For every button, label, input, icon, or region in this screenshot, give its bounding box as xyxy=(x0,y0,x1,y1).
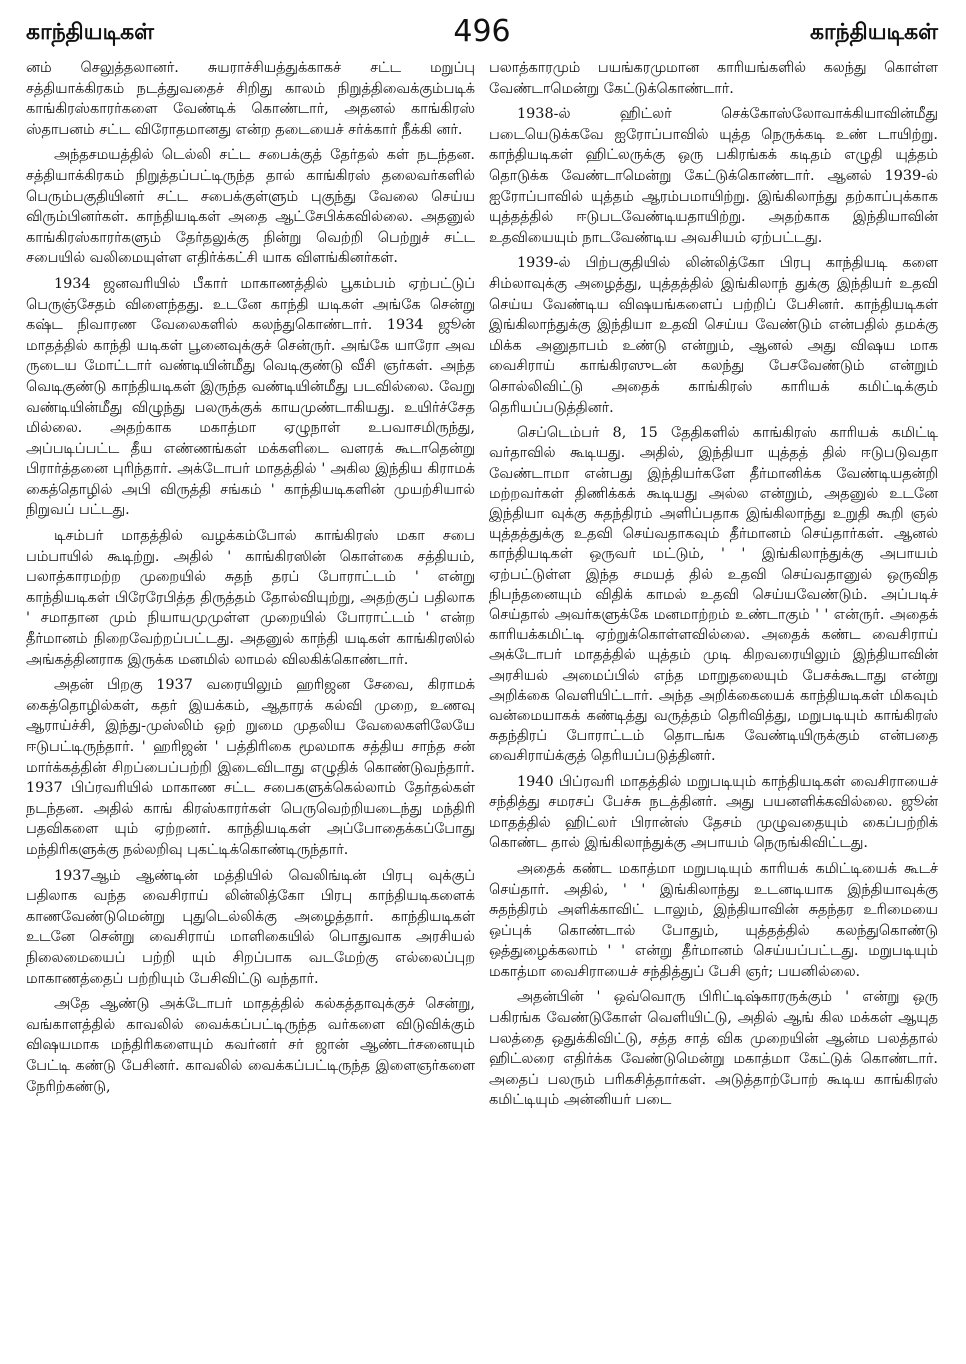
paragraph: அதன்பின் ' ஒவ்வொரு பிரிட்டிஷ்காரருக்கும் ' என்று ஒரு பகிரங்க வேண்டுகோள் வெளியிட்டு, அதில் ஆங் கில மக்கள் ஆயுத பலத்தை ஒதுக்கிவிட்டு, சத்த சாத் விக முறையின் ஆன்ம பலத்தால் ஹிட்லரை எதிர்க்க வேண்டுமென்று மகாத்மா கேட்டுக் கொண்டார். அதைப் பலரும் பரிகசித்தார்கள். அடுத்தாற்போற் கூடிய காங்கிரஸ் கமிட்டியும் அன்னியர் படை xyxy=(489,989,938,1109)
right-column xyxy=(489,58,938,1358)
running-title-left: காந்தியடிகள் xyxy=(26,20,155,45)
page-number: 496 xyxy=(453,14,511,49)
paragraph: னம் செலுத்தலானர். சுயராச்சியத்துக்காகச் சட்ட மறுப்பு சத்தியாக்கிரகம் நடத்துவதைச் சிறிது காலம் நிறுத்திவைக்கும்படிக் காங்கிரஸ்காரர்களை வேண்டிக் கொண்டார், அதனல் காங்கிரஸ் ஸ்தாபனம் சட்ட விரோதமானது என்ற தடையைச் சர்க்கார் நீக்கி னர். xyxy=(26,60,475,138)
left-column xyxy=(26,58,475,1358)
paragraph: 1934 ஜனவரியில் பீகார் மாகாணத்தில் பூகம்பம் ஏற்பட்டுப் பெருஞ்சேதம் விளைந்தது. உடனே காந்தி யடிகள் அங்கே சென்று கஷ்ட நிவாரண வேலைகளில் கலந்துகொண்டார். 1934 ஜூன் மாதத்தில் காந்தி யடிகள் பூனைவுக்குச் சென்ருர். அங்கே யாரோ அவ ருடைய மோட்டார் வண்டியின்மீது வெடிகுண்டு வீசி ஞர்கள். அந்த வெடிகுண்டு காந்தியடிகள் இருந்த வண்டியின்மீது படவில்லை. வேறு வண்டியின்மீது விழுந்து பலருக்குக் காயமுண்டாகியது. உயிர்ச்சேத மில்லை. அதற்காக மகாத்மா ஏழுநாள் உபவாசமிருந்து, அப்படிப்பட்ட தீய எண்ணங்கள் மக்களிடை வளரக் கூடாதென்று பிரார்த்தனை புரிந்தார். அக்டோபர் மாதத்தில் ' அகில இந்திய கிராமக் கைத்தொழில் அபி விருத்தி சங்கம் ' காந்தியடிகளின் முயற்சியால் நிறுவப் பட்டது. xyxy=(26,275,475,519)
page-header xyxy=(26,14,938,58)
paragraph: அதே ஆண்டு அக்டோபர் மாதத்தில் கல்கத்தாவுக்குச் சென்று, வங்காளத்தில் காவலில் வைக்கப்பட்டிருந்த வர்களை விடுவிக்கும் விஷயமாக மந்திரிகளையும் கவர்னர் சர் ஜான் ஆண்டர்சனையும் பேட்டி கண்டு பேசினர். காவலில் வைக்கப்பட்டிருந்த இளைஞர்களை நேரிற்கண்டு, xyxy=(26,996,475,1095)
paragraph: 1938-ல் ஹிட்லர் செக்கோஸ்லோவாக்கியாவின்மீது படையெடுக்கவே ஐரோப்பாவில் யுத்த நெருக்கடி உண் டாயிற்று. காந்தியடிகள் ஹிட்லருக்கு ஒரு பகிரங்கக் கடிதம் எழுதி யுத்தம் தொடுக்க வேண்டாமென்று கேட்டுக்கொண்டார். ஆனல் 1939-ல் ஐரோப்பாவில் யுத்தம் ஆரம்பமாயிற்று. இங்கிலாந்து தற்காப்புக்காக யுத்தத்தில் ஈடுபடவேண்டியதாயிற்று. அதற்காக இந்தியாவின் உதவியையும் நாடவேண்டிய அவசியம் ஏற்பட்டது. xyxy=(489,106,938,246)
paragraph: அதன் பிறகு 1937 வரையிலும் ஹரிஜன சேவை, கிராமக் கைத்தொழில்கள், கதர் இயக்கம், ஆதாரக் கல்வி முறை, உணவு ஆராய்ச்சி, இந்து-முஸ்லிம் ஒற் றுமை முதலிய வேலைகளிலேயே ஈடுபட்டிருந்தார். ' ஹரிஜன் ' பத்திரிகை மூலமாக சத்திய சாந்த சன் மார்க்கத்தின் சிறப்பைப்பற்றி இடைவிடாது எழுதிக் கொண்டுவந்தார். 1937 பிப்ரவரியில் மாகாண சட்ட சபைகளுக்கெல்லாம் தேர்தல்கள் நடந்தன. அதில் காங் கிரஸ்காரர்கள் பெருவெற்றியடைந்து மந்திரி பதவிகளை யும் ஏற்றனர். காந்தியடிகள் அப்போதைக்கப்போது மந்திரிகளுக்கு நல்லறிவு புகட்டிக்கொண்டிருந்தார். xyxy=(26,677,475,858)
paragraph: டிசம்பர் மாதத்தில் வழக்கம்போல் காங்கிரஸ் மகா சபை பம்பாயில் கூடிற்று. அதில் ' காங்கிரஸின் கொள்கை சத்தியம், பலாத்காரமற்ற முறையில் சுதந் தரப் போராட்டம் ' என்று காந்தியடிகள் பிரேரேபித்த திருத்தம் தோல்வியுற்று, அதற்குப் பதிலாக ' சமாதான மும் நியாயமுமுள்ள முறையில் போராட்டம் ' என்ற தீர்மானம் நிறைவேற்றப்பட்டது. அதனுல் காந்தி யடிகள் காங்கிரஸில் அங்கத்தினராக இருக்க மனமில் லாமல் விலகிக்கொண்டார். xyxy=(26,528,475,668)
text-columns xyxy=(26,58,938,1358)
paragraph: செப்டெம்பர் 8, 15 தேதிகளில் காங்கிரஸ் காரியக் கமிட்டி வர்தாவில் கூடியது. அதில், இந்தியா யுத்தத் தில் ஈடுபடுவதா வேண்டாமா என்பது இந்தியர்களே தீர்மானிக்க வேண்டியதன்றி மற்றவர்கள் திணிக்கக் கூடியது அல்ல என்றும், அதனுல் உடனே இந்தியா வுக்கு சுதந்திரம் அளிப்பதாக இங்கிலாந்து உறுதி கூறி ஞல் யுத்தத்துக்கு உதவி செய்வதாகவும் தீர்மானம் செய்தார்கள். ஆனல் காந்தியடிகள் ஒருவர் மட்டும், ' ' இங்கிலாந்துக்கு அபாயம் ஏற்பட்டுள்ள இந்த சமயத் தில் உதவி செய்வதானுல் ஒருவித நிபந்தனையும் விதிக் காமல் உதவி செய்யவேண்டும். அப்படிச் செய்தால் அவர்களுக்கே மனமாற்றம் உண்டாகும் ' ' என்ருர். அதைக் காரியக்கமிட்டி ஏற்றுக்கொள்ளவில்லை. அதைக் கண்ட வைசிராய் அக்டோபர் மாதத்தில் யுத்தம் முடி கிறவரையிலும் இந்தியாவின் அரசியல் அமைப்பில் எந்த மாறுதலையும் பேசக்கூடாது என்று அறிக்கை வெளியிட்டார். அந்த அறிக்கையைக் காந்தியடிகள் மிகவும் வன்மையாகக் கண்டித்து வருத்தம் தெரிவித்து, மறுபடியும் காங்கிரஸ் சுதந்திரப் போராட்டம் தொடங்க வேண்டியிருக்கும் என்பதை வைசிராய்க்குத் தெரியப்படுத்தினர். xyxy=(489,425,938,765)
paragraph: 1940 பிப்ரவரி மாதத்தில் மறுபடியும் காந்தியடிகள் வைசிராயைச் சந்தித்து சமரசப் பேச்சு நடத்தினர். அது பயனளிக்கவில்லை. ஜூன் மாதத்தில் ஹிட்லர் பிரான்ஸ் தேசம் முழுவதையும் கைப்பற்றிக் கொண்ட தால் இங்கிலாந்துக்கு அபாயம் நெருங்கிவிட்டது. xyxy=(489,773,938,852)
paragraph: 1939-ல் பிற்பகுதியில் லின்லித்கோ பிரபு காந்தியடி களை சிம்லாவுக்கு அழைத்து, யுத்தத்தில் இங்கிலாந் துக்கு இந்தியர் உதவி செய்ய வேண்டிய விஷயங்களைப் பற்றிப் பேசினர். காந்தியடிகள் இங்கிலாந்துக்கு இந்தியா உதவி செய்ய வேண்டும் என்பதில் தமக்கு மிக்க அனுதாபம் உண்டு என்றும், ஆனல் அது விஷய மாக வைசிராய் காங்கிரஸுடன் கலந்து பேசவேண்டும் என்றும் சொல்லிவிட்டு அதைக் காங்கிரஸ் காரியக் கமிட்டிக்கும் தெரியப்படுத்தினர். xyxy=(489,255,938,416)
paragraph: பலாத்காரமும் பயங்கரமுமான காரியங்களில் கலந்து கொள்ள வேண்டாமென்று கேட்டுக்கொண்டார். xyxy=(489,60,938,97)
paragraph: அதைக் கண்ட மகாத்மா மறுபடியும் காரியக் கமிட்டியைக் கூடச் செய்தார். அதில், ' ' இங்கிலாந்து உடனடியாக இந்தியாவுக்கு சுதந்திரம் அளிக்காவிட் டாலும், இந்தியாவின் சுதந்தர உரிமையை ஒப்புக் கொண்டால் போதும், யுத்தத்தில் கலந்துகொண்டு ஒத்துழைக்கலாம் ' ' என்று தீர்மானம் செய்யப்பட்டது. மறுபடியும் மகாத்மா வைசிராயைச் சந்தித்துப் பேசி ஞர்; பயனில்லை. xyxy=(489,860,938,980)
running-title-right: காந்தியடிகள் xyxy=(809,20,938,45)
paragraph: அந்தசமயத்தில் டெல்லி சட்ட சபைக்குத் தேர்தல் கள் நடந்தன. சத்தியாக்கிரகம் நிறுத்தப்பட்டிருந்த தால் காங்கிரஸ் தலைவர்களில் பெரும்பகுதியினர் சட்ட சபைக்குள்ளும் புகுந்து வேலை செய்ய விரும்பினர்கள். காந்தியடிகள் அதை ஆட்சேபிக்கவில்லை. அதனுல் காங்கிரஸ்காரர்களும் தேர்தலுக்கு நின்று வெற்றி பெற்றுச் சட்ட சபையில் வலிமையுள்ள எதிர்க்கட்சி யாக விளங்கினர்கள். xyxy=(26,147,475,267)
paragraph: 1937ஆம் ஆண்டின் மத்தியில் வெலிங்டின் பிரபு வுக்குப் பதிலாக வந்த வைசிராய் லின்லித்கோ பிரபு காந்தியடிகளைக் காணவேண்டுமென்று புதுடெல்லிக்கு அழைத்தார். காந்தியடிகள் உடனே சென்று வைசிராய் மாளிகையில் பொதுவாக அரசியல் நிலைமையைப் பற்றி யும் சிறப்பாக வடமேற்கு எல்லைப்புற மாகாணத்தைப் பற்றியும் பேசிவிட்டு வந்தார். xyxy=(26,867,475,987)
